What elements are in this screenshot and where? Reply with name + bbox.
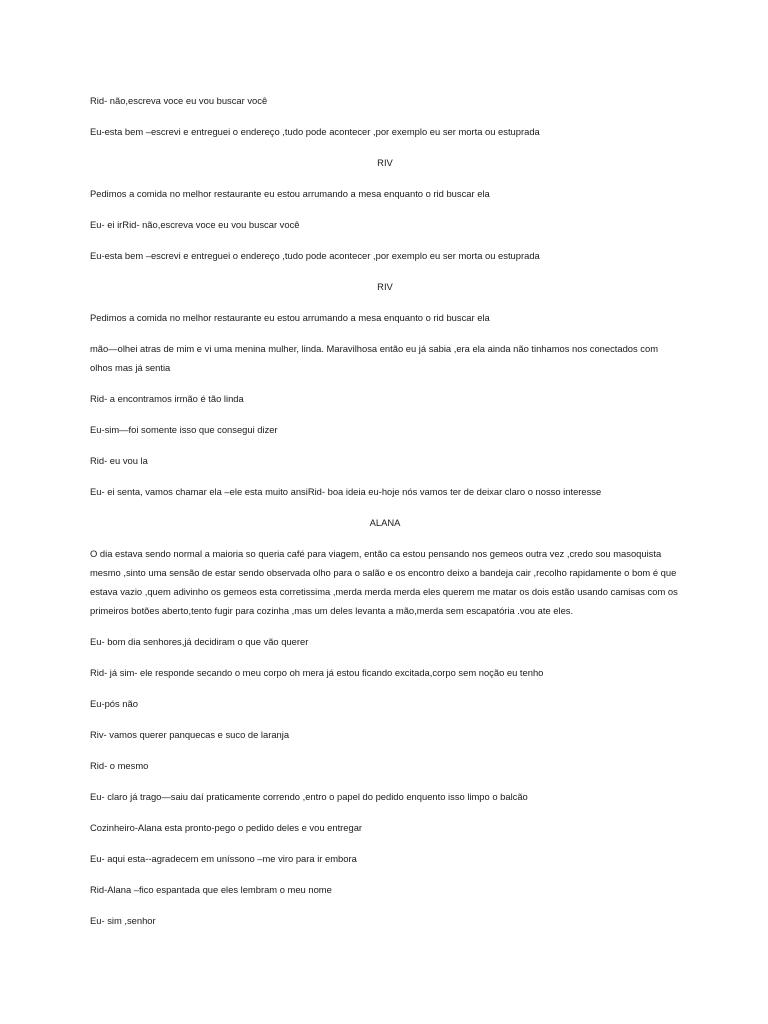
- paragraph: Rid- eu vou la: [90, 455, 148, 466]
- paragraph: Rid-Alana –fico espantada que eles lembram o meu nome: [90, 884, 332, 895]
- paragraph: Rid- não,escreva voce eu vou buscar você: [90, 95, 268, 106]
- paragraph: Rid- o mesmo: [90, 760, 149, 771]
- paragraph: Eu- sim ,senhor: [90, 915, 156, 926]
- paragraph: O dia estava sendo normal a maioria so queria café para viagem, então ca estou pensando nos gemeos outra vez ,credo sou masoquista mesmo ,sinto uma sensão de estar sendo observada olho para o salão e os encontro deixo a bandeja cair ,recolho rapidamente o bom é que estava vazio ,quem adivinho os gemeos esta corretissima ,merda merda merda eles querem me matar os dois estão usando camisas com os primeiros botões aberto,tento fugir para cozinha ,mas um deles levanta a mão,merda sem escapatória .vou ate eles.: [90, 548, 678, 616]
- section-heading: RIV: [377, 281, 393, 292]
- paragraph: Eu- bom dia senhores,já decidiram o que vão querer: [90, 636, 309, 647]
- paragraph: Riv- vamos querer panquecas e suco de laranja: [90, 729, 290, 740]
- paragraph: Eu- ei irRid- não,escreva voce eu vou buscar você: [90, 219, 300, 230]
- paragraph: Eu- aqui esta--agradecem em uníssono –me viro para ir embora: [90, 853, 357, 864]
- paragraph: Rid- já sim- ele responde secando o meu corpo oh mera já estou ficando excitada,corpo sem noção eu tenho: [90, 667, 544, 678]
- section-heading: RIV: [377, 157, 393, 168]
- paragraph: Eu-esta bem –escrevi e entreguei o endereço ,tudo pode acontecer ,por exemplo eu ser morta ou estuprada: [90, 250, 540, 261]
- paragraph: Eu- claro já trago—saiu daí praticamente correndo ,entro o papel do pedido enquento isso limpo o balcão: [90, 791, 528, 802]
- section-heading: ALANA: [369, 517, 401, 528]
- paragraph: Eu-sim—foi somente isso que consegui dizer: [90, 424, 278, 435]
- paragraph: Eu-esta bem –escrevi e entreguei o endereço ,tudo pode acontecer ,por exemplo eu ser morta ou estuprada: [90, 126, 540, 137]
- paragraph: Eu- ei senta, vamos chamar ela –ele esta muito ansiRid- boa ideia eu-hoje nós vamos ter de deixar claro o nosso interesse: [90, 486, 602, 497]
- paragraph: mão—olhei atras de mim e vi uma menina mulher, linda. Maravilhosa então eu já sabia ,era ela ainda não tinhamos nos conectados com olhos mas já sentia: [90, 343, 659, 373]
- paragraph: Eu-pós não: [90, 698, 138, 709]
- paragraph: Pedimos a comida no melhor restaurante eu estou arrumando a mesa enquanto o rid buscar ela: [90, 188, 490, 199]
- paragraph: Rid- a encontramos irmão é tão linda: [90, 393, 244, 404]
- paragraph: Pedimos a comida no melhor restaurante eu estou arrumando a mesa enquanto o rid buscar ela: [90, 312, 490, 323]
- paragraph: Cozinheiro-Alana esta pronto-pego o pedido deles e vou entregar: [90, 822, 363, 833]
- document-page: [90, 91, 680, 942]
